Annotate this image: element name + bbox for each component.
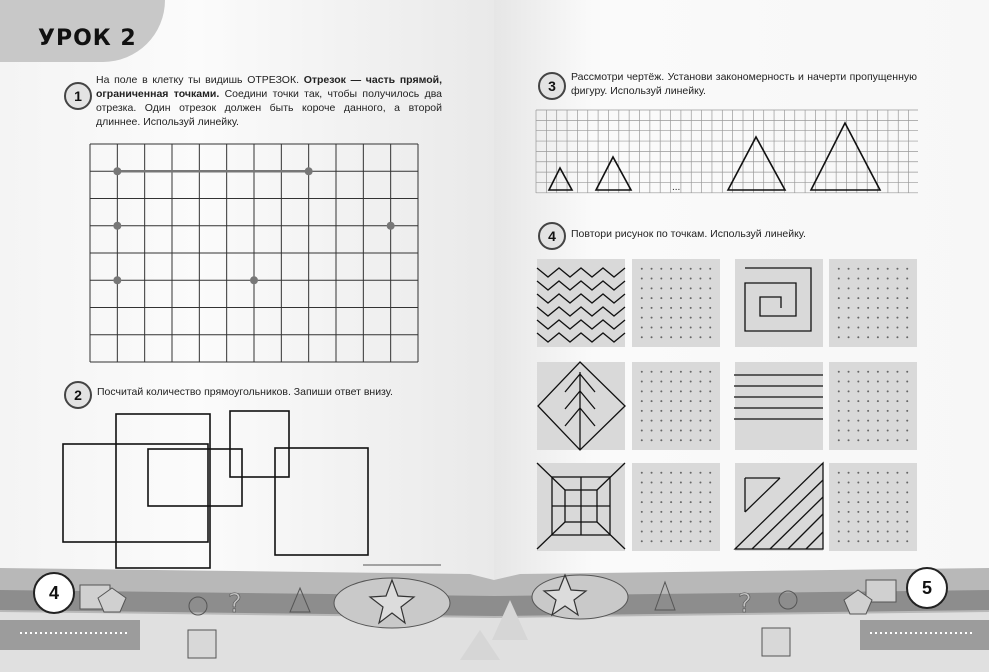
page-number-right: 5	[906, 567, 948, 609]
task-4-text: Повтори рисунок по точкам. Используй линейку.	[571, 228, 806, 240]
task-1-definition: Отрезок — часть прямой, ограниченная точками.	[96, 74, 442, 100]
task-4-number: 4	[538, 222, 566, 250]
task-2-text: Посчитай количество прямоугольников. Запиши ответ внизу.	[97, 386, 393, 398]
task-2-number: 2	[64, 381, 92, 409]
task-3-number: 3	[538, 72, 566, 100]
task-3-text: Рассмотри чертёж. Установи закономерность и начерти пропущенную фигуру. Используй линейку.	[571, 71, 917, 97]
page-number-left: 4	[33, 572, 75, 614]
lesson-title: УРОК 2	[38, 26, 137, 51]
svg-text:?: ?	[228, 589, 242, 619]
task-1-intro: На поле в клетку ты видишь ОТРЕЗОК.	[96, 74, 304, 86]
task-1-number: 1	[64, 82, 92, 110]
missing-figure-mark: ...	[672, 182, 681, 193]
svg-text:?: ?	[738, 589, 752, 619]
task-1-instructions: Соедини точки так, чтобы получилось два отрезка. Один отрезок должен быть короче данного, а второй длиннее. Используй линейку.	[96, 88, 443, 128]
